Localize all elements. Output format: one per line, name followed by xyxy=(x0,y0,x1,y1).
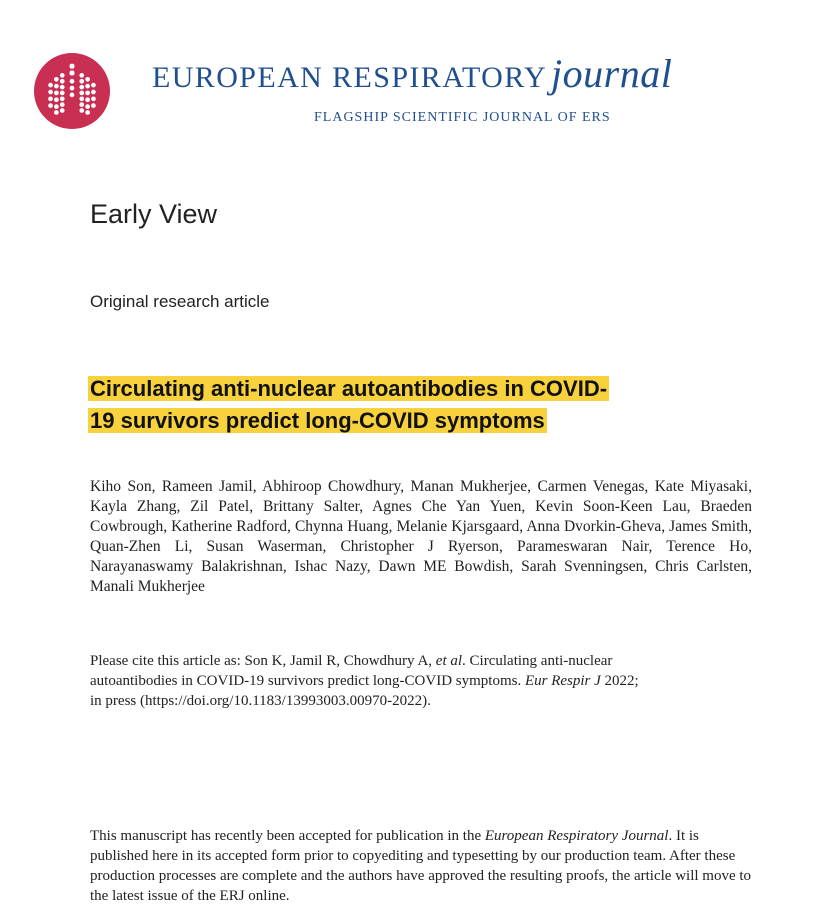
journal-title-main: EUROPEAN RESPIRATORY xyxy=(152,61,548,94)
notice-prefix: This manuscript has recently been accepted for publication in the xyxy=(90,828,485,844)
ers-lungs-logo-icon xyxy=(33,52,111,130)
journal-title xyxy=(152,50,672,97)
journal-header xyxy=(0,0,814,140)
citation-et-al: et al xyxy=(435,653,463,669)
publication-status: Early View xyxy=(90,199,218,229)
citation-middle: . Circulating anti-nuclear autoantibodies in COVID-19 survivors predict long-COVID symptoms. xyxy=(90,653,613,689)
article-title-line-1: Circulating anti-nuclear autoantibodies in COVID- xyxy=(90,376,608,401)
citation-prefix: Please cite this article as: Son K, Jamil R, Chowdhury A, xyxy=(90,653,436,669)
publication-notice xyxy=(90,826,752,906)
notice-suffix: . It is published here in its accepted form prior to copyediting and typesetting by our production team. After these production processes are complete and the authors have approved the resulting proofs, the article will move to the latest issue of the ERJ online. xyxy=(90,828,752,904)
journal-title-italic: journal xyxy=(551,51,673,96)
article-type: Original research article xyxy=(90,292,270,311)
author-list: Kiho Son, Rameen Jamil, Abhiroop Chowdhury, Manan Mukherjee, Carmen Venegas, Kate Miyasaki, Kayla Zhang, Zil Patel, Brittany Salter, Agnes Che Yan Yuen, Kevin Soon-Keen Lau, Braeden Cowbrough, Katherine Radford, Chynna Huang, Melanie Kjarsgaard, Anna Dvorkin-Gheva, James Smith, Quan-Zhen Li, Susan Waserman, Christopher J Ryerson, Parameswaran Nair, Terence Ho, Narayanaswamy Balakrishnan, Ishac Nazy, Dawn ME Bowdish, Sarah Svenningsen, Chris Carlsten, Manali Mukherjee xyxy=(90,478,752,595)
citation-suffix: 2022; in press (https://doi.org/10.1183/13993003.00970-2022). xyxy=(90,673,639,709)
article-title-line-2: 19 survivors predict long-COVID symptoms xyxy=(90,408,545,433)
journal-tagline: FLAGSHIP SCIENTIFIC JOURNAL OF ERS xyxy=(314,110,611,125)
article-title xyxy=(88,373,708,437)
citation-journal: Eur Respir J xyxy=(524,673,601,689)
notice-journal: European Respiratory Journal xyxy=(484,828,669,844)
citation-note xyxy=(90,651,650,711)
